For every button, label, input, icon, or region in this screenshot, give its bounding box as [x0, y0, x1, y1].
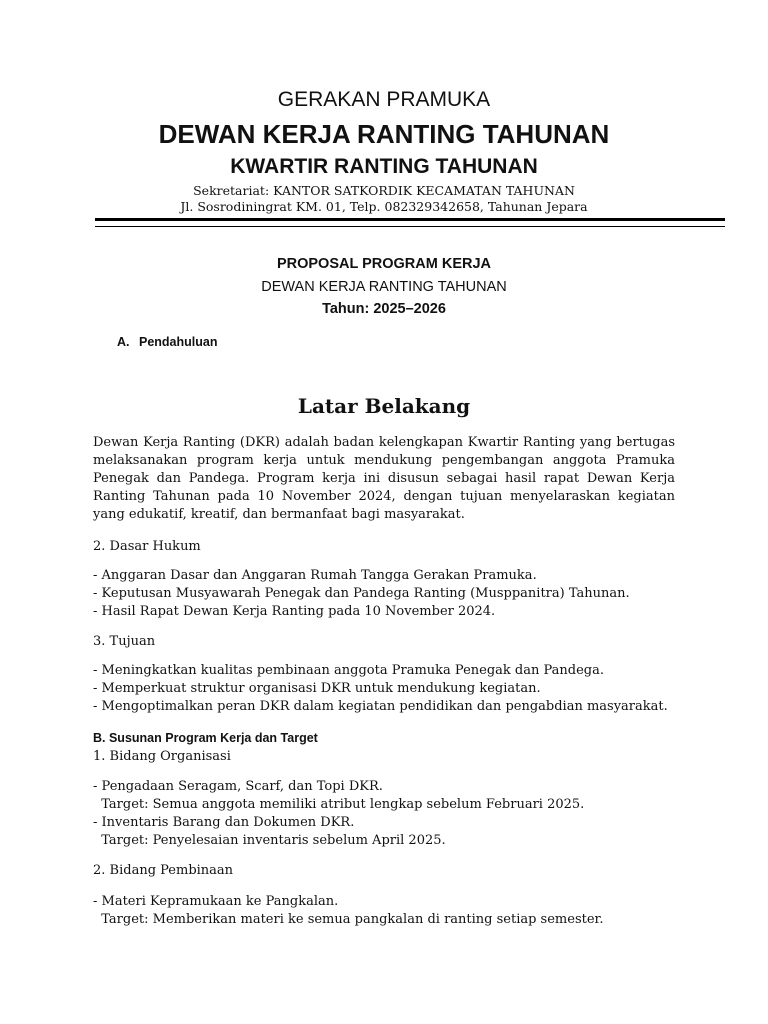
section-a-number: A. [117, 335, 130, 349]
list-item: - Hasil Rapat Dewan Kerja Ranting pada 10 November 2024. [93, 604, 496, 619]
proposal-year: Tahun: 2025–2026 [322, 301, 446, 317]
list-item: - Meningkatkan kualitas pembinaan anggota Pramuka Penegak dan Pandega. [93, 663, 604, 678]
list-item: Target: Semua anggota memiliki atribut lengkap sebelum Februari 2025. [93, 797, 585, 812]
latar-belakang-paragraph: Dewan Kerja Ranting (DKR) adalah badan kelengkapan Kwartir Ranting yang bertugas melaksanakan program kerja untuk mendukung pengembangan anggota Pramuka Penegak dan Pandega. Program kerja ini disusun sebagai hasil rapat Dewan Kerja Ranting Tahunan pada 10 November 2024, dengan tujuan menyelaraskan kegiatan yang edukatif, kreatif, dan bermanfaat bagi masyarakat. [93, 435, 675, 522]
bidang-organisasi-title: 1. Bidang Organisasi [93, 749, 231, 764]
list-item: - Anggaran Dasar dan Anggaran Rumah Tangga Gerakan Pramuka. [93, 568, 537, 583]
list-item: Target: Memberikan materi ke semua pangkalan di ranting setiap semester. [93, 912, 604, 927]
bidang-pembinaan-list [93, 893, 675, 929]
list-item: - Memperkuat struktur organisasi DKR untuk mendukung kegiatan. [93, 681, 541, 696]
section-a-label: Pendahuluan [139, 335, 218, 349]
address-line: Jl. Sosrodiningrat KM. 01, Telp. 082329342658, Tahunan Jepara [180, 199, 588, 214]
list-item: Target: Penyelesaian inventaris sebelum April 2025. [93, 833, 446, 848]
list-item: - Keputusan Musyawarah Penegak dan Pandega Ranting (Musppanitra) Tahunan. [93, 586, 630, 601]
header-rule-thick [95, 218, 725, 221]
latar-belakang-heading: Latar Belakang [297, 394, 471, 418]
list-item: - Mengoptimalkan peran DKR dalam kegiatan pendidikan dan pengabdian masyarakat. [93, 699, 668, 714]
dasar-hukum-title: 2. Dasar Hukum [93, 539, 201, 554]
proposal-subtitle: DEWAN KERJA RANTING TAHUNAN [261, 279, 507, 295]
list-item: - Pengadaan Seragam, Scarf, dan Topi DKR. [93, 779, 383, 794]
header-rule-thin [95, 226, 725, 227]
bidang-pembinaan-title: 2. Bidang Pembinaan [93, 863, 234, 878]
tujuan-title: 3. Tujuan [93, 634, 156, 649]
proposal-title: PROPOSAL PROGRAM KERJA [276, 256, 492, 272]
section-b-heading: B. Susunan Program Kerja dan Target [93, 731, 318, 745]
section-a-heading [117, 335, 217, 349]
list-item: - Inventaris Barang dan Dokumen DKR. [93, 815, 355, 830]
list-item: - Materi Kepramukaan ke Pangkalan. [93, 894, 339, 909]
org-name: GERAKAN PRAMUKA [277, 88, 491, 111]
secretariat-line: Sekretariat: KANTOR SATKORDIK KECAMATAN TAHUNAN [193, 183, 575, 198]
council-name: DEWAN KERJA RANTING TAHUNAN [158, 119, 610, 149]
dasar-hukum-list [93, 567, 675, 621]
bidang-organisasi-list [93, 778, 675, 850]
tujuan-list [93, 662, 675, 716]
kwartir-name: KWARTIR RANTING TAHUNAN [230, 155, 538, 178]
